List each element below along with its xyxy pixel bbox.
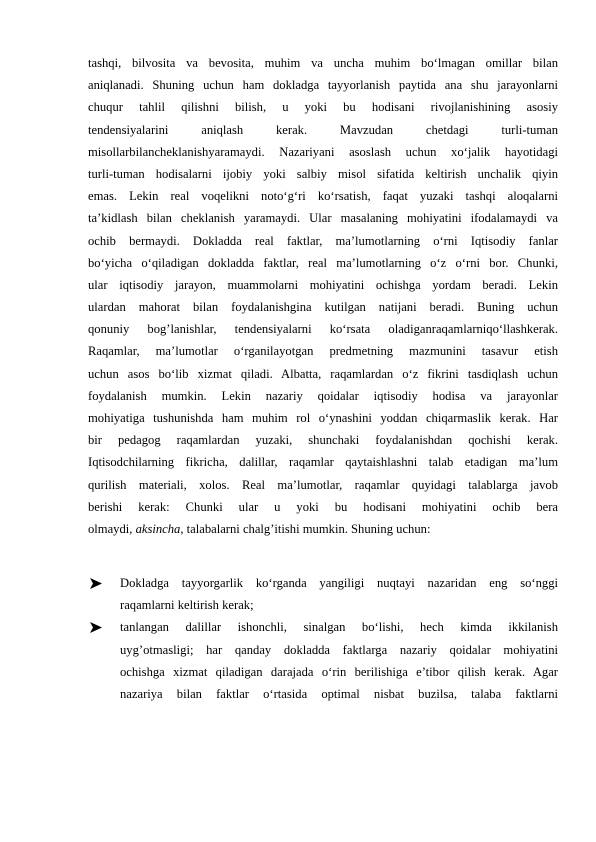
body-paragraph xyxy=(88,52,558,540)
paragraph-line: mohiyatiga tushunishda ham muhim rol o‘ynashini yoddan chiqarmaslik kerak. Har xyxy=(88,411,558,425)
paragraph-line: tendensiyalarini aniqlash kerak. Mavzudan chetdagi turli-tuman xyxy=(88,122,558,137)
paragraph-line: Iqtisodchilarning fikricha, dalillar, raqamlar qaytaishlashni talab etadigan ma’lum xyxy=(88,455,558,470)
paragraph-line: foydalanish mumkin. Lekin nazariy qoidalar iqtisodiy hodisa va jarayonlar xyxy=(88,388,558,403)
paragraph-line: emas. Lekin real voqelikni noto‘g‘ri ko‘rsatish, faqat yuzaki tashqi aloqalarni xyxy=(88,189,558,204)
arrowhead-bullet-icon xyxy=(90,572,104,594)
paragraph-line: qonuniy bog’lanishlar, tendensiyalarni ko‘rsata oladiganraqamlarniqo‘llashkerak. xyxy=(88,322,558,337)
paragraph-line: ulardan mahorat bilan foydalanishgina kutilgan natijani beradi. Buning uchun xyxy=(88,300,558,315)
bullet-list xyxy=(88,572,558,705)
bullet-line: ochishga xizmat qiladigan darajada o‘rin berilishiga e’tibor qilish kerak. Agar xyxy=(120,664,558,679)
paragraph-line: qurilish materiali, xolos. Real ma’lumotlar, raqamlar quyidagi talablarga javob xyxy=(88,477,558,492)
bullet-line: nazariya bilan faktlar o‘rtasida optimal nisbat buzilsa, talaba faktlarni xyxy=(120,686,558,701)
italic-word: aksincha xyxy=(135,521,181,536)
paragraph-line: uchun asos bo‘lib xizmat qiladi. Albatta, raqamlardan o‘z fikrini tasdiqlash uchun xyxy=(88,366,558,381)
list-item xyxy=(88,572,558,616)
paragraph-line: berishi kerak: Chunki ular u yoki bu hodisani mohiyatini ochib bera xyxy=(88,499,558,514)
paragraph-line: chuqur tahlil qilishni bilish, u yoki bu hodisani rivojlanishining asosiy xyxy=(88,100,558,115)
bullet-line: uyg’otmasligi; har qanday dokladda faktlarga nazariy qoidalar mohiyatini xyxy=(120,642,558,657)
paragraph-line: bo‘yicha o‘qiladigan dokladda faktlar, real ma’lumotlarning o‘z o‘rni bor. Chunki, xyxy=(88,255,558,270)
paragraph-line: ta’kidlash bilan cheklanish yaramaydi. Ular masalaning mohiyatini ifodalamaydi va xyxy=(88,211,558,226)
last-line-end: , talabalarni chalg’itishi mumkin. Shuning uchun: xyxy=(180,521,431,536)
paragraph-last-line xyxy=(88,518,558,540)
paragraph-line: Raqamlar, ma’lumotlar o‘rganilayotgan predmetning mazmunini tasavur etish xyxy=(88,344,558,359)
bullet-line: tanlangan dalillar ishonchli, sinalgan bo‘lishi, hech kimda ikkilanish xyxy=(120,620,558,635)
paragraph-line: aniqlanadi. Shuning uchun ham dokladga tayyorlanish paytida ana shu jarayonlarni xyxy=(88,78,558,93)
paragraph-line: ochib bermaydi. Dokladda real faktlar, ma’lumotlarning o‘rni Iqtisodiy fanlar xyxy=(88,233,558,248)
list-item xyxy=(88,616,558,705)
paragraph-line: tashqi, bilvosita va bevosita, muhim va uncha muhim bo‘lmagan omillar bilan xyxy=(88,56,558,70)
paragraph-line: misollarbilancheklanishyaramaydi. Nazariyani asoslash uchun xo‘jalik hayotidagi xyxy=(88,144,558,159)
bullet-line: raqamlarni keltirish kerak; xyxy=(120,598,254,613)
paragraph-line: bir pedagog raqamlardan yuzaki, shunchaki foydalanishdan qochishi kerak. xyxy=(88,433,558,448)
paragraph-line: turli-tuman hodisalarni ijobiy yoki salbiy misol sifatida keltirish unchalik qiyin xyxy=(88,166,558,181)
last-line-start: olmaydi, xyxy=(88,521,136,536)
paragraph-line: ular iqtisodiy jarayon, muammolarni mohiyatini ochishga yordam beradi. Lekin xyxy=(88,277,558,292)
arrowhead-bullet-icon xyxy=(90,616,104,638)
bullet-line: Dokladga tayyorgarlik ko‘rganda yangiligi nuqtayi nazaridan eng so‘nggi xyxy=(120,576,558,590)
